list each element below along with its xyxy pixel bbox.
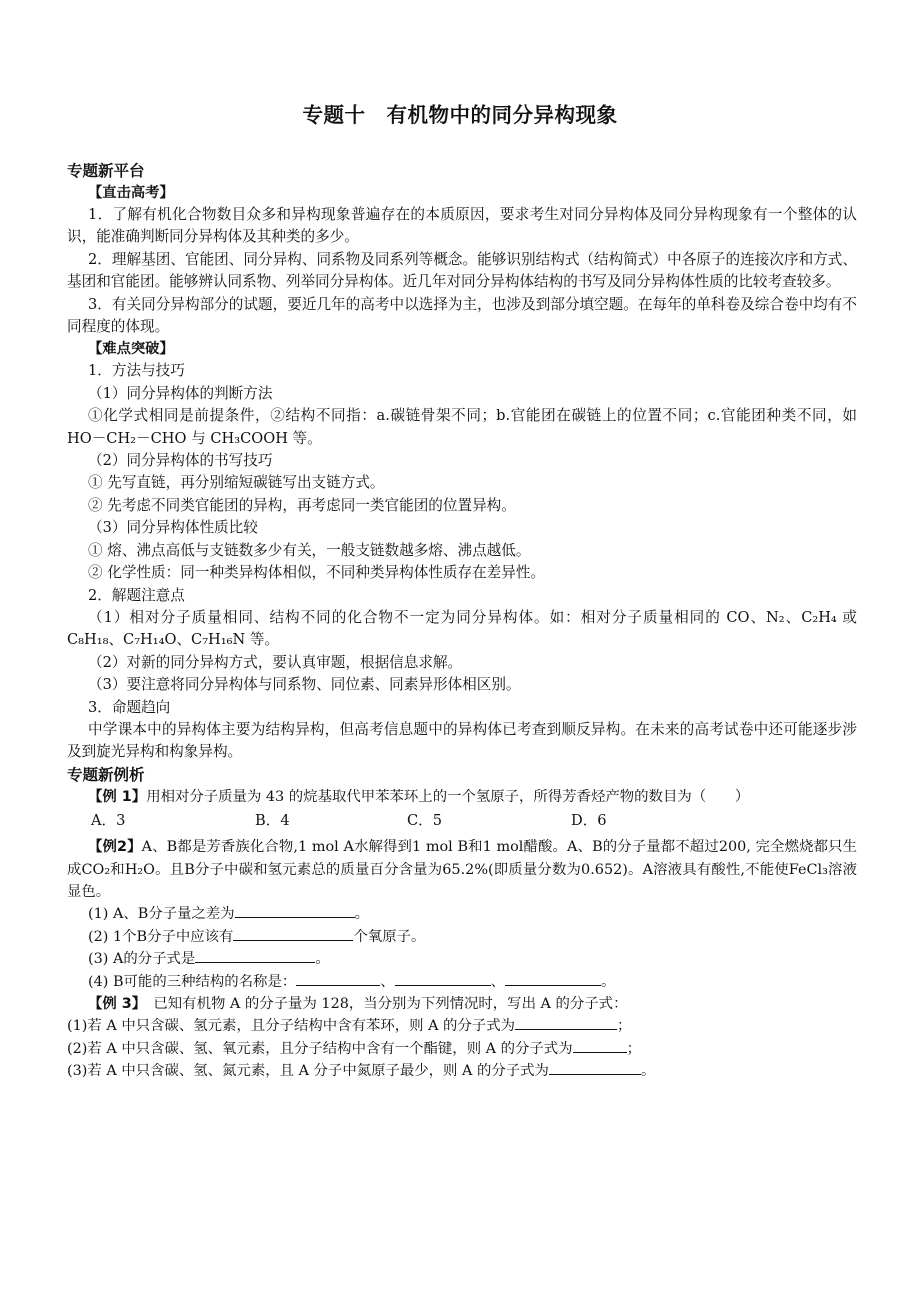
example-2-q2-end: 个氧原子。 <box>353 928 426 945</box>
method-writing-point-2: ② 先考虑不同类官能团的异构，再考虑同一类官能团的位置异构。 <box>88 496 516 514</box>
section-heading-examples: 专题新例析 <box>67 765 145 784</box>
notes-point-2: （2）对新的同分异构方式，要认真审题，根据信息求解。 <box>88 653 463 671</box>
example-3-q3-end: 。 <box>640 1063 656 1080</box>
notes-point-1: （1）相对分子质量相同、结构不同的化合物不一定为同分异构体。如：相对分子质量相同的 CO、N₂、C₂H₄ 或 C₈H₁₈、C₇H₁₄O、C₇H₁₆N 等。 <box>67 608 857 649</box>
answer-blank[interactable] <box>296 971 380 986</box>
example-2-q3-end: 。 <box>315 951 330 968</box>
example-2-q2-text: (2) 1个B分子中应该有 <box>88 928 234 945</box>
example-2 <box>67 836 857 903</box>
example-3-q2-text: (2)若 A 中只含碳、氢、氧元素，且分子结构中含有一个酯键，则 A 的分子式为 <box>67 1040 573 1057</box>
method-judgement-text: ①化学式相同是前提条件，②结构不同指：a.碳链骨架不同；b.官能团在碳链上的位置不同；c.官能团种类不同，如 HO－CH₂－CHO 与 CH₃COOH 等。 <box>67 407 857 447</box>
method-compare-heading: （3）同分异构体性质比较 <box>88 519 258 537</box>
subheading-direct-exam: 【直击高考】 <box>88 185 174 201</box>
page-title: 专题十 有机物中的同分异构现象 <box>302 103 618 127</box>
answer-blank[interactable] <box>505 971 601 986</box>
document-body <box>67 160 857 1083</box>
example-3-q3-text: (3)若 A 中只含碳、氢、氮元素，且 A 分子中氮原子最少，则 A 的分子式为 <box>67 1063 549 1080</box>
method-compare-point-1: ① 熔、沸点高低与支链数多少有关，一般支链数越多熔、沸点越低。 <box>88 541 531 559</box>
example-2-q1-text: (1) A、B分子量之差为 <box>88 906 235 923</box>
example-3-q1-end: ； <box>617 1018 632 1035</box>
example-3-q2-end: ； <box>626 1040 641 1057</box>
method-writing-heading: （2）同分异构体的书写技巧 <box>88 452 273 470</box>
method-judgement-heading: （1）同分异构体的判断方法 <box>88 384 273 402</box>
paragraph-item-3: 3．有关同分异构部分的试题，要近几年的高考中以选择为主，也涉及到部分填空题。在每年的单科卷及综合卷中均有不同程度的体现。 <box>67 295 857 336</box>
paragraph-item-1: 1．了解有机化合物数目众多和异构现象普遍存在的本质原因，要求考生对同分异构体及同分异构现象有一个整体的认识，能准确判断同分异构体及其种类的多少。 <box>67 206 857 246</box>
answer-blank[interactable] <box>233 926 353 941</box>
example-1-options <box>67 808 857 836</box>
option-d: D．6 <box>571 812 607 830</box>
example-3-label: 【例 3】 <box>88 996 139 1012</box>
example-3-q1-text: (1)若 A 中只含碳、氢元素，且分子结构中含有苯环，则 A 的分子式为 <box>67 1018 516 1035</box>
example-1 <box>67 786 857 808</box>
separator: 、 <box>490 973 506 990</box>
option-a: A．3 <box>91 812 126 830</box>
example-2-q4-text: (4) B可能的三种结构的名称是： <box>88 973 297 990</box>
example-2-q2 <box>67 926 857 948</box>
example-2-q3-text: (3) A的分子式是 <box>88 951 196 968</box>
example-2-q1-end: 。 <box>354 906 370 923</box>
example-3-q1 <box>67 1015 857 1037</box>
subheading-difficulty: 【难点突破】 <box>88 341 174 358</box>
example-1-label: 【例 1】 <box>88 788 147 805</box>
notes-point-3: （3）要注意将同分异构体与同系物、同位素、同素异形体相区别。 <box>88 676 521 694</box>
section-heading-platform: 专题新平台 <box>67 162 145 180</box>
example-3-q3 <box>67 1060 857 1082</box>
example-3-text: 已知有机物 A 的分子量为 128，当分别为下列情况时，写出 A 的分子式： <box>139 996 628 1012</box>
separator: 、 <box>380 973 395 990</box>
answer-blank[interactable] <box>549 1060 641 1075</box>
example-2-q1 <box>67 903 857 925</box>
option-c: C．5 <box>407 812 443 830</box>
answer-blank[interactable] <box>395 971 491 986</box>
method-heading: 1．方法与技巧 <box>88 362 185 380</box>
answer-blank[interactable] <box>515 1015 617 1030</box>
example-2-q4 <box>67 971 857 993</box>
answer-blank[interactable] <box>235 903 355 918</box>
trend-text: 中学课本中的异构体主要为结构异构，但高考信息题中的异构体已考查到顺反异构。在未来的高考试卷中还可能逐步涉及到旋光异构和构象异构。 <box>67 720 857 761</box>
example-3-q2 <box>67 1038 857 1060</box>
example-3 <box>67 993 857 1015</box>
trend-heading: 3．命题趋向 <box>88 698 171 716</box>
example-2-q4-end: 。 <box>601 973 616 990</box>
method-compare-point-2: ② 化学性质：同一种类异构体相似，不同种类异构体性质存在差异性。 <box>88 564 546 582</box>
answer-blank[interactable] <box>573 1038 627 1053</box>
answer-blank[interactable] <box>195 948 315 963</box>
example-2-label: 【例2】 <box>88 839 142 856</box>
notes-heading: 2．解题注意点 <box>88 586 185 604</box>
example-2-q3 <box>67 948 857 970</box>
example-1-text: 用相对分子质量为 43 的烷基取代甲苯苯环上的一个氢原子，所得芳香烃产物的数目为（ ） <box>146 788 750 805</box>
example-2-text: A、B都是芳香族化合物,1 mol A水解得到1 mol B和1 mol醋酸。A、B的分子量都不超过200, 完全燃烧都只生成CO₂和H₂O。且B分子中碳和氢元素总的质量百分含量为65.2%(即质量分数为0.652)。A溶液具有酸性,不能使FeCl₃溶液显色。 <box>67 839 857 900</box>
option-b: B．4 <box>255 812 290 830</box>
method-writing-point-1: ① 先写直链，再分别缩短碳链写出支链方式。 <box>88 474 385 492</box>
paragraph-item-2: 2．理解基团、官能团、同分异构、同系物及同系列等概念。能够识别结构式（结构简式）中各原子的连接次序和方式、基团和官能团。能够辨认同系物、列举同分异构体。近几年对同分异构体结构的书写及同分异构体性质的比较考查较多。 <box>67 250 857 291</box>
